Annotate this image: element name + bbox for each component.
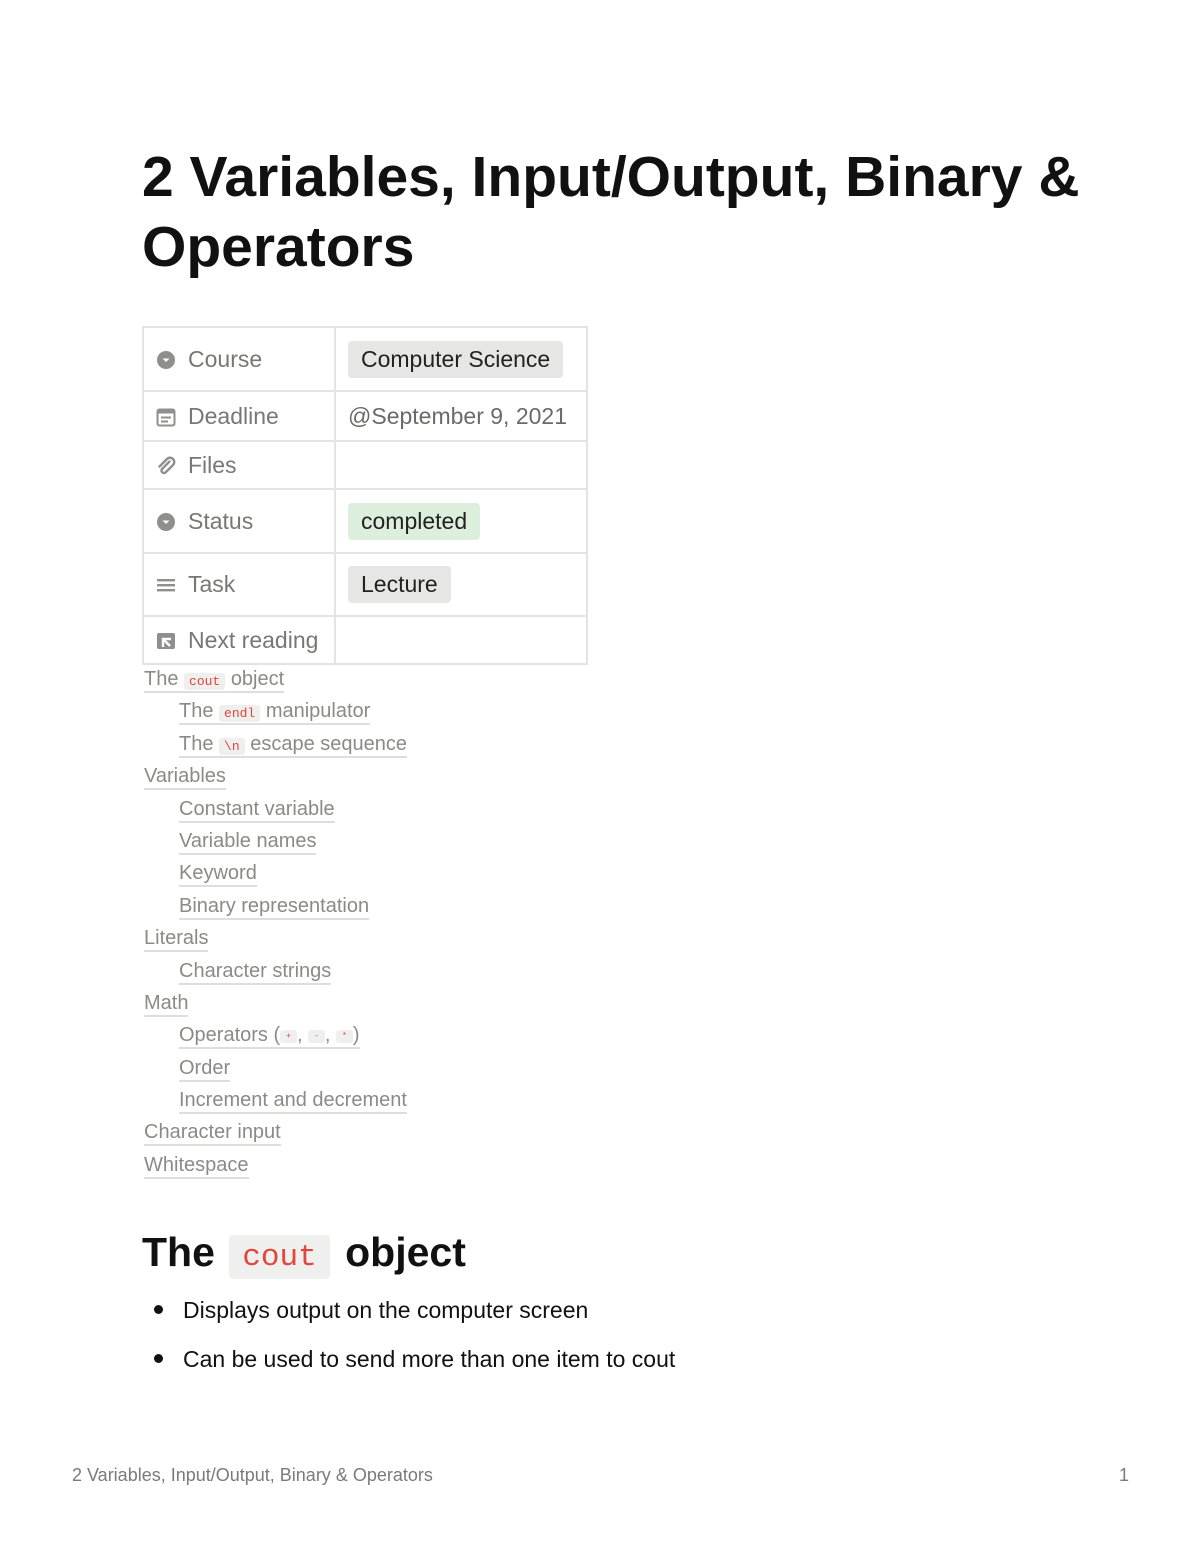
bullet-icon: [154, 1354, 163, 1363]
task-tag[interactable]: Lecture: [348, 566, 451, 603]
toc-link-character-input[interactable]: Character input: [144, 1121, 281, 1146]
property-label: Task: [188, 571, 236, 597]
toc-item: [144, 1085, 407, 1117]
toc-link-order[interactable]: Order: [179, 1057, 230, 1082]
calendar-icon: [156, 406, 176, 426]
toc-link-keyword[interactable]: Keyword: [179, 862, 257, 887]
toc-link-variables[interactable]: Variables: [144, 765, 226, 790]
inline-code: cout: [229, 1235, 329, 1279]
toc-item: [144, 696, 407, 728]
inline-code: cout: [184, 673, 225, 690]
toc-link-literals[interactable]: Literals: [144, 927, 208, 952]
property-name-task[interactable]: [143, 553, 335, 616]
relation-icon: [156, 630, 176, 650]
page-number: 1: [1118, 1465, 1129, 1485]
toc-item: [144, 1117, 407, 1149]
inline-code: -: [308, 1030, 325, 1043]
property-value-deadline[interactable]: [335, 391, 587, 441]
property-value-next-reading[interactable]: [335, 616, 587, 664]
toc-item: [144, 664, 407, 696]
toc-item: [144, 858, 407, 890]
toc-item: [144, 826, 407, 858]
property-row-course: [143, 327, 587, 391]
toc-item: [144, 1020, 407, 1052]
property-label: Next reading: [188, 626, 319, 653]
toc-link-math[interactable]: Math: [144, 992, 188, 1017]
property-value-course[interactable]: [335, 327, 587, 391]
property-name-deadline[interactable]: [143, 391, 335, 441]
page-title: 2 Variables, Input/Output, Binary & Operators: [142, 145, 1080, 279]
list-item: Displays output on the computer screen: [154, 1290, 675, 1339]
toc-link-cout-object[interactable]: The cout object: [144, 668, 284, 693]
property-name-files[interactable]: [143, 441, 335, 489]
toc-link-variable-names[interactable]: Variable names: [179, 830, 316, 855]
toc-item: [144, 729, 407, 761]
inline-code: *: [336, 1030, 353, 1043]
bullet-icon: [154, 1305, 163, 1314]
toc-item: [144, 1053, 407, 1085]
bullet-list: [154, 1290, 675, 1388]
select-icon: [156, 511, 176, 531]
property-value-status[interactable]: [335, 489, 587, 553]
toc-link-operators[interactable]: Operators ( + , - , * ): [179, 1024, 360, 1049]
footer-title: 2 Variables, Input/Output, Binary & Operators: [72, 1465, 433, 1485]
course-tag[interactable]: Computer Science: [348, 341, 563, 378]
property-label: Status: [188, 507, 254, 534]
property-name-status[interactable]: [143, 489, 335, 553]
toc-item: [144, 988, 407, 1020]
inline-code: \n: [219, 738, 245, 755]
property-row-next-reading: [143, 616, 587, 664]
property-label: Files: [188, 451, 237, 478]
status-badge[interactable]: completed: [348, 503, 480, 540]
toc-link-endl-manipulator[interactable]: The endl manipulator: [179, 700, 370, 725]
toc-item: [144, 1150, 407, 1182]
toc-link-whitespace[interactable]: Whitespace: [144, 1154, 249, 1179]
properties-table: [142, 326, 588, 665]
select-icon: [156, 349, 176, 369]
toc-link-constant-variable[interactable]: Constant variable: [179, 798, 335, 823]
property-name-course[interactable]: [143, 327, 335, 391]
property-row-deadline: [143, 391, 587, 441]
toc-item: [144, 761, 407, 793]
inline-code: +: [280, 1030, 297, 1043]
section-heading: The cout object: [142, 1226, 466, 1284]
toc-item: [144, 794, 407, 826]
toc-link-increment-and-decrement[interactable]: Increment and decrement: [179, 1089, 407, 1114]
toc-link-binary-representation[interactable]: Binary representation: [179, 895, 369, 920]
toc-item: [144, 891, 407, 923]
toc-item: [144, 923, 407, 955]
toc-item: [144, 956, 407, 988]
property-value-task[interactable]: [335, 553, 587, 616]
toc-link-escape-sequence[interactable]: The \n escape sequence: [179, 733, 407, 758]
inline-code: endl: [219, 705, 260, 722]
property-row-status: [143, 489, 587, 553]
toc-link-character-strings[interactable]: Character strings: [179, 960, 331, 985]
property-row-task: [143, 553, 587, 616]
deadline-date[interactable]: @September 9, 2021: [348, 402, 567, 429]
table-of-contents: [144, 664, 407, 1182]
paperclip-icon: [156, 455, 176, 475]
property-value-files[interactable]: [335, 441, 587, 489]
list-item: Can be used to send more than one item to cout: [154, 1339, 675, 1388]
property-label: Course: [188, 345, 263, 372]
property-name-next-reading[interactable]: [143, 616, 335, 664]
multi-select-icon: [156, 574, 176, 594]
property-label: Deadline: [188, 402, 279, 429]
property-row-files: [143, 441, 587, 489]
